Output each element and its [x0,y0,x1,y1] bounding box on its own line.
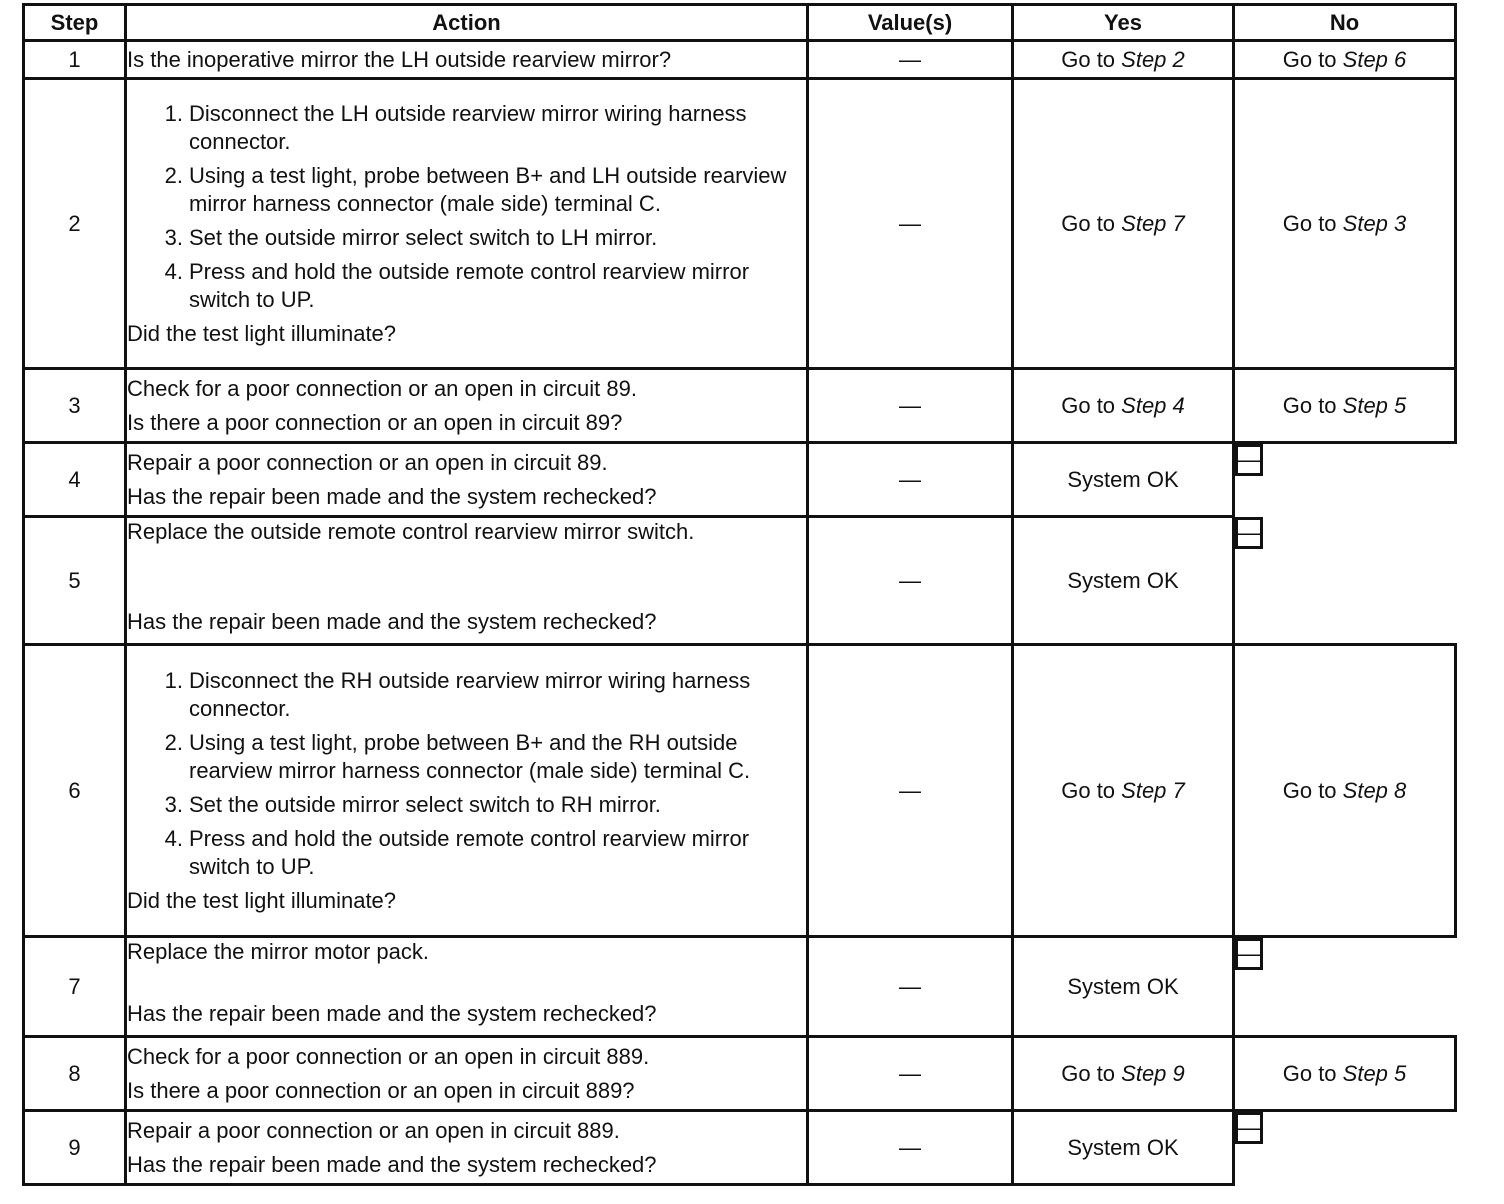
list-item [127,825,806,881]
action-instruction: Repair a poor connection or an open in circuit 889. [127,1117,620,1143]
value-cell: — [808,1037,1013,1111]
action-cell [126,1037,808,1111]
yes-cell: System OK [1013,443,1234,517]
value-cell: — [808,369,1013,443]
action-cell [126,645,808,937]
yes-step-link: Step 2 [1121,46,1185,72]
action-question: Is there a poor connection or an open in circuit 889? [127,1077,635,1103]
header-step: Step [24,5,126,41]
list-item [127,667,806,723]
yes-step-link: Step 4 [1121,392,1185,418]
yes-prefix: Go to [1061,46,1122,72]
list-text: Press and hold the outside remote control rearview mirror switch to UP. [189,258,750,312]
no-cell [1234,1037,1456,1111]
value-cell: — [808,517,1013,645]
value-cell: — [808,41,1013,79]
action-cell [126,937,808,1037]
list-number: 2. [164,729,183,755]
value-cell: — [808,645,1013,937]
action-instruction: Check for a poor connection or an open in circuit 889. [127,1043,650,1069]
list-number: 3. [164,224,183,250]
step-number: 5 [24,517,126,645]
list-text: Press and hold the outside remote control rearview mirror switch to UP. [189,825,750,879]
list-text: Disconnect the RH outside rearview mirror wiring harness connector. [189,667,751,721]
no-cell [1234,41,1456,79]
no-prefix: Go to [1282,392,1343,418]
no-cell [1234,645,1456,937]
yes-cell: System OK [1013,517,1234,645]
yes-prefix: Go to [1061,392,1122,418]
action-question: Has the repair been made and the system rechecked? [127,1001,657,1026]
step-number: 4 [24,443,126,517]
yes-prefix: Go to [1061,210,1122,236]
list-number: 3. [164,791,183,817]
list-item [127,791,806,819]
step-number: 3 [24,369,126,443]
action-question: Is there a poor connection or an open in circuit 89? [127,409,623,435]
header-no: No [1234,5,1456,41]
yes-cell [1013,41,1234,79]
list-number: 1. [164,100,183,126]
step-number: 7 [24,937,126,1037]
table-row [24,41,1456,79]
header-yes: Yes [1013,5,1234,41]
header-row [24,5,1456,41]
list-text: Using a test light, probe between B+ and LH outside rearview mirror harness connector (male side) terminal C. [189,162,787,216]
action-question: Has the repair been made and the system rechecked? [127,1151,657,1177]
no-step-link: Step 6 [1342,46,1407,72]
table-row [24,645,1456,937]
step-number: 1 [24,41,126,79]
step-number: 8 [24,1037,126,1111]
no-prefix: Go to [1282,1060,1343,1086]
action-instruction: Repair a poor connection or an open in circuit 89. [127,449,608,475]
no-prefix: Go to [1282,46,1343,72]
no-cell: — [1235,517,1263,549]
yes-step-link: Step 7 [1121,210,1185,236]
diagnostic-table [22,3,1457,1186]
no-step-link: Step 5 [1342,1060,1407,1086]
action-question: Has the repair been made and the system rechecked? [127,483,657,509]
yes-prefix: Go to [1061,1060,1122,1086]
action-instruction: Replace the mirror motor pack. [127,939,429,964]
list-item [127,100,806,156]
action-question: Did the test light illuminate? [127,887,397,913]
step-number: 9 [24,1111,126,1185]
action-cell [126,369,808,443]
table-row [24,443,1456,517]
value-cell: — [808,79,1013,369]
action-instruction: Check for a poor connection or an open in circuit 89. [127,375,637,401]
no-prefix: Go to [1282,777,1343,803]
list-number: 2. [164,162,183,188]
yes-step-link: Step 7 [1121,777,1185,803]
no-cell [1234,79,1456,369]
list-item [127,729,806,785]
table-row [24,517,1456,645]
action-question: Has the repair been made and the system rechecked? [127,609,657,634]
action-cell [126,79,808,369]
list-number: 4. [164,825,183,851]
table-row [24,937,1456,1037]
value-cell: — [808,443,1013,517]
header-values: Value(s) [808,5,1013,41]
list-item [127,224,806,252]
action-list [127,667,806,881]
list-item [127,258,806,314]
list-text: Set the outside mirror select switch to LH mirror. [189,224,658,250]
yes-step-link: Step 9 [1121,1060,1185,1086]
action-instruction: Replace the outside remote control rearview mirror switch. [127,519,695,544]
list-text: Set the outside mirror select switch to RH mirror. [189,791,661,817]
action-cell [126,443,808,517]
no-step-link: Step 8 [1342,777,1407,803]
action-question: Did the test light illuminate? [127,320,397,346]
yes-cell: System OK [1013,937,1234,1037]
list-text: Disconnect the LH outside rearview mirror wiring harness connector. [189,100,747,154]
yes-cell [1013,645,1234,937]
yes-cell [1013,369,1234,443]
table-row [24,369,1456,443]
yes-cell: System OK [1013,1111,1234,1185]
no-step-link: Step 5 [1342,392,1407,418]
yes-cell [1013,79,1234,369]
action-cell [126,41,808,79]
list-item [127,162,806,218]
list-text: Using a test light, probe between B+ and the RH outside rearview mirror harness connector (male side) terminal C. [189,729,751,783]
table-row [24,79,1456,369]
action-list [127,100,806,314]
value-cell: — [808,937,1013,1037]
diagnostic-table-sheet [22,3,1454,1184]
list-number: 4. [164,258,183,284]
value-cell: — [808,1111,1013,1185]
table-row [24,1037,1456,1111]
step-number: 6 [24,645,126,937]
no-cell: — [1235,1112,1263,1144]
yes-prefix: Go to [1061,777,1122,803]
no-cell [1234,369,1456,443]
yes-cell [1013,1037,1234,1111]
header-action: Action [126,5,808,41]
no-cell: — [1235,938,1263,970]
table-row [24,1111,1456,1185]
no-prefix: Go to [1282,210,1343,236]
no-cell: — [1235,444,1263,476]
action-question: Is the inoperative mirror the LH outside rearview mirror? [127,46,672,72]
no-step-link: Step 3 [1342,210,1407,236]
list-number: 1. [164,667,183,693]
step-number: 2 [24,79,126,369]
action-cell [126,517,808,645]
action-cell [126,1111,808,1185]
